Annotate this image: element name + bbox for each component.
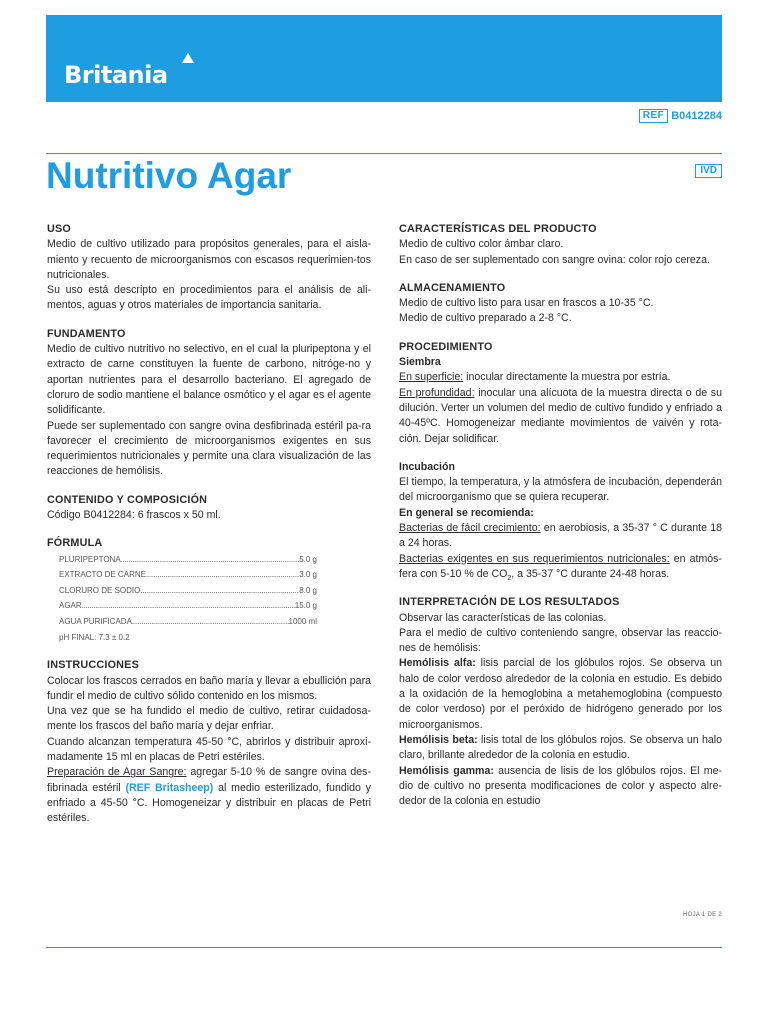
- formula-ph: pH FINAL: 7.3 ± 0.2: [59, 632, 130, 642]
- exigentes-label: Bacterias exigentes en sus requerimientos nutricionales:: [399, 552, 670, 565]
- fundamento-paragraph-2: Puede ser suplementado con sangre ovina desfibrinada estéril pa-ra favorecer el crecimiento de microorganismos exigentes en sus requerimientos nutricionales y permite una clara visualización de las reacciones de hemólisis.: [47, 419, 371, 478]
- brand-header-bar: [46, 15, 722, 102]
- formula-amount: 5.0 g: [299, 554, 317, 564]
- gamma-text: ausencia de lisis de los glóbulos rojos. El me-dio de cultivo no presenta modificaciones de color y aspecto alre-dedor de la colonia en estudio: [399, 764, 722, 808]
- co2-subscript: 2: [507, 575, 512, 583]
- uso-paragraph-1: Medio de cultivo utilizado para propósitos generales, para el aisla-miento y recuento de microorganismos con escasos requerimien-tos nutricionales.: [47, 238, 371, 281]
- ivd-badge: IVD: [695, 164, 722, 178]
- formula-ingredient: PLURIPEPTONA: [59, 554, 121, 564]
- formula-ingredient: EXTRACTO DE CARNE: [59, 570, 146, 580]
- instrucciones-title: INSTRUCCIONES: [47, 659, 139, 672]
- alfa-label: Hemólisis alfa:: [399, 657, 476, 670]
- britania-logo: Britania: [64, 61, 168, 89]
- formula-row: [59, 614, 317, 630]
- facil-label: Bacterias de fácil crecimiento:: [399, 522, 541, 535]
- facil-text: en aerobiosis, a 35-37 ° C durante 18 a 24 horas.: [399, 522, 722, 550]
- formula-ingredient: AGAR: [59, 601, 82, 611]
- formula-row: [59, 583, 317, 599]
- formula-amount: 3.0 g: [299, 570, 317, 580]
- incubacion-title: Incubación: [399, 460, 455, 473]
- gamma-label: Hemólisis gamma:: [399, 764, 494, 777]
- beta-text: lisis total de los glóbulos rojos. Se observa un halo claro, brillante alrededor de la colonia en estudio.: [399, 733, 722, 762]
- hemolisis-beta: [399, 733, 722, 764]
- left-column: [47, 222, 371, 826]
- top-divider: [46, 153, 722, 154]
- exigentes: [399, 552, 722, 583]
- uso-paragraph-2: Su uso está descripto en procedimientos para el análisis de ali-mentos, aguas y otros materiales de importancia sanitaria.: [47, 284, 371, 312]
- hemolisis-gamma: [399, 764, 722, 810]
- page-number: HOJA 1 DE 2: [683, 912, 722, 918]
- agar-sangre-text-b: al medio esterilizado, fundido y enfriado a 45-50 °C. Homogeneizar y distribuir en placas de Petri estériles.: [47, 781, 371, 825]
- right-column: [399, 222, 722, 809]
- caracteristicas-title: CARACTERÍSTICAS DEL PRODUCTO: [399, 223, 597, 235]
- formula-list: [47, 552, 371, 646]
- caracteristicas-paragraph-1: Medio de cultivo color ámbar claro.: [399, 238, 564, 251]
- instrucciones-paragraph-3: Cuando alcanzan temperatura 45-50 °C, abrirlos y distribuir aproxi-madamente 15 ml en placas de Petri estériles.: [47, 735, 371, 763]
- profundidad-label: En profundidad:: [399, 386, 475, 399]
- instrucciones-paragraph-4: [47, 765, 371, 826]
- caracteristicas-paragraph-2: En caso de ser suplementado con sangre ovina: color rojo cereza.: [399, 253, 710, 266]
- almacenamiento-paragraph-2: Medio de cultivo preparado a 2-8 °C.: [399, 312, 572, 325]
- ref-code-row: [639, 109, 722, 123]
- formula-row: [59, 552, 317, 568]
- contenido-paragraph: Código B0412284: 6 frascos x 50 ml.: [47, 509, 221, 522]
- interpretacion-paragraph-1: Observar las características de las colonias.: [399, 611, 607, 624]
- interpretacion-title: INTERPRETACIÓN DE LOS RESULTADOS: [399, 596, 620, 609]
- formula-title: FÓRMULA: [47, 537, 103, 550]
- beta-label: Hemólisis beta:: [399, 733, 478, 746]
- almacenamiento-title: ALMACENAMIENTO: [399, 281, 506, 294]
- siembra-profundidad: [399, 386, 722, 447]
- britasheep-ref: (REF Britasheep): [125, 781, 214, 794]
- instrucciones-paragraph-1: Colocar los frascos cerrados en baño maría y llevar a ebullición para fundir el medio de cultivo sólido contenido en los mismos.: [47, 674, 371, 702]
- almacenamiento-paragraph-1: Medio de cultivo listo para usar en frascos a 10-35 °C.: [399, 297, 654, 310]
- instrucciones-paragraph-2: Una vez que se ha fundido el medio de cultivo, retirar cuidadosa-mente los frascos del baño maría y dejar enfriar.: [47, 705, 371, 733]
- superficie-text: inocular directamente la muestra por estría.: [463, 371, 671, 384]
- agar-sangre-text-a: agregar 5-10 % de sangre ovina des-fibrinada estéril: [47, 766, 371, 794]
- formula-ingredient: AGUA PURIFICADA: [59, 617, 132, 627]
- alfa-text: lisis parcial de los glóbulos rojos. Se observa un halo de color verdoso alrededor de la colonia en estudio. Es debido a la oxidación de la hemoglobina a metahemoglobina (compuesto de color verdoso) por el peróxido de hidrógeno generado por los microorganismos.: [399, 657, 722, 731]
- ref-code: B0412284: [671, 110, 722, 122]
- logo-triangle-icon: [182, 53, 194, 63]
- formula-row: [59, 567, 317, 583]
- page-title: Nutritivo Agar: [46, 155, 292, 196]
- profundidad-text: inocular una alícuota de la muestra directa o de su dilución. Verter un volumen del medio de cultivo fundido y enfriado a 40-45ºC. Homogeneizar mediante movimientos de vaivén y rota-ción. Dejar solidificar.: [399, 386, 722, 445]
- formula-amount: 8.0 g: [299, 585, 317, 595]
- formula-row: [59, 598, 317, 614]
- procedimiento-title: PROCEDIMIENTO: [399, 340, 493, 353]
- formula-amount: 1000 ml: [288, 617, 317, 627]
- siembra-superficie: [399, 370, 722, 385]
- contenido-title: CONTENIDO Y COMPOSICIÓN: [47, 493, 208, 506]
- formula-amount: 15.0 g: [294, 601, 317, 611]
- bottom-divider: [46, 947, 722, 948]
- exigentes-text-b: , a 35-37 °C durante 24-48 horas.: [511, 567, 670, 580]
- interpretacion-paragraph-2: Para el medio de cultivo conteniendo sangre, observar las reaccio-nes de hemólisis:: [399, 626, 722, 655]
- formula-ingredient: CLORURO DE SODIO: [59, 585, 141, 595]
- uso-title: USO: [47, 223, 71, 235]
- ref-label-box: REF: [639, 109, 669, 123]
- exigentes-text-a: en atmós-fera con 5-10 % de CO: [399, 552, 723, 580]
- fundamento-title: FUNDAMENTO: [47, 327, 126, 340]
- facil-crecimiento: [399, 521, 722, 552]
- fundamento-paragraph-1: Medio de cultivo nutritivo no selectivo, en el cual la pluripeptona y el extracto de carne constituyen la fuente de carbono, nitróge-no y aportan nutrientes para el desarrollo bacteriano. El agregado de cloruro de sodio mantiene el balance osmótico y el agar es el agente solidificante.: [47, 343, 371, 417]
- incubacion-paragraph: El tiempo, la temperatura, y la atmósfera de incubación, dependerán del microorganismo que se quiera recuperar.: [399, 476, 722, 504]
- superficie-label: En superficie:: [399, 371, 464, 384]
- hemolisis-alfa: [399, 656, 722, 732]
- agar-sangre-label: Preparación de Agar Sangre:: [47, 766, 187, 779]
- recomendacion-title: En general se recomienda:: [399, 506, 534, 519]
- siembra-title: Siembra: [399, 356, 441, 369]
